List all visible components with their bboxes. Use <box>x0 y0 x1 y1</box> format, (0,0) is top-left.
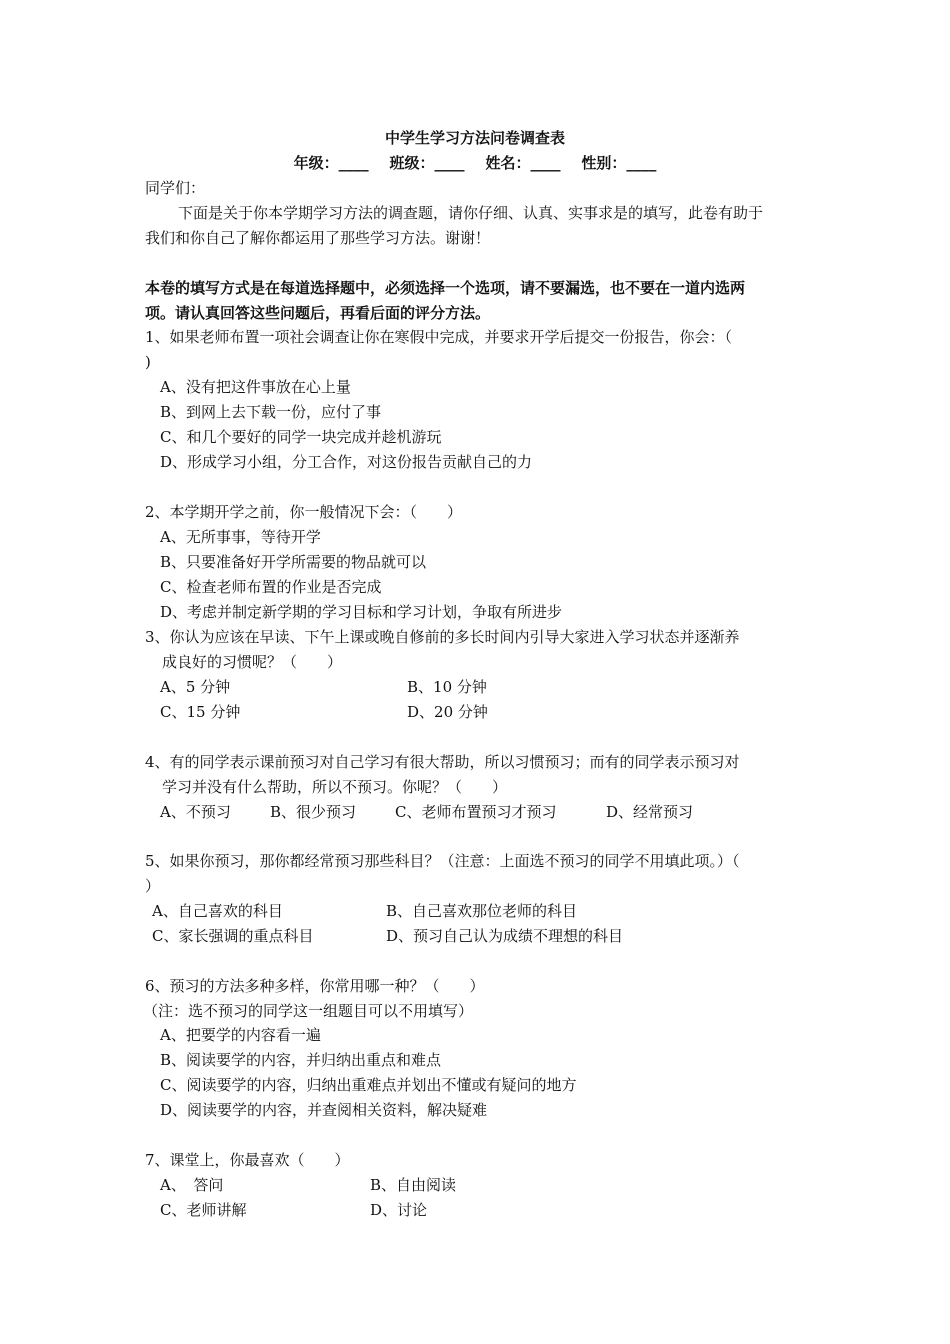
grade-field: 年级：____ <box>293 154 369 172</box>
question-3-option-c: C、15 分钟 <box>160 703 241 721</box>
question-5-option-d: D、预习自己认为成绩不理想的科目 <box>386 927 624 945</box>
question-1-text: 1、如果老师布置一项社会调查让你在寒假中完成，并要求开学后提交一份报告，你会：（ <box>145 328 733 346</box>
question-1-option-d: D、形成学习小组，分工合作，对这份报告贡献自己的力 <box>160 453 533 471</box>
question-5-option-a: A、自己喜欢的科目 <box>152 902 283 920</box>
question-2-option-b: B、只要准备好开学所需要的物品就可以 <box>160 553 427 571</box>
name-field: 姓名：____ <box>485 154 561 172</box>
question-6-option-c: C、阅读要学的内容，归纳出重难点并划出不懂或有疑问的地方 <box>160 1076 577 1094</box>
question-5-option-c: C、家长强调的重点科目 <box>152 927 314 945</box>
student-info-line <box>0 152 950 173</box>
question-6-text: 6、预习的方法多种多样，你常用哪一种？（ ） <box>145 977 485 995</box>
question-6-option-b: B、阅读要学的内容，并归纳出重点和难点 <box>160 1051 442 1069</box>
intro-line-1: 下面是关于你本学期学习方法的调查题，请你仔细、认真、实事求是的填写，此卷有助于 <box>178 204 764 222</box>
question-2-option-c: C、检查老师布置的作业是否完成 <box>160 578 382 596</box>
question-2-text: 2、本学期开学之前，你一般情况下会：（ ） <box>145 503 463 521</box>
question-4-option-c: C、老师布置预习才预习 <box>395 803 557 821</box>
question-4-option-a: A、不预习 <box>160 803 231 821</box>
question-1-option-b: B、到网上去下载一份，应付了事 <box>160 403 382 421</box>
greeting: 同学们： <box>145 179 206 197</box>
question-3-option-d: D、20 分钟 <box>407 703 488 721</box>
question-6-option-a: A、把要学的内容看一遍 <box>160 1026 321 1044</box>
question-3-text: 3、你认为应该在早读、下午上课或晚自修前的多长时间内引导大家进入学习状态并逐渐养 <box>145 628 740 646</box>
question-6-option-d: D、阅读要学的内容，并查阅相关资料，解决疑难 <box>160 1101 488 1119</box>
question-4-option-d: D、经常预习 <box>606 803 694 821</box>
gender-field: 性别：____ <box>581 154 657 172</box>
class-field: 班级：____ <box>389 154 465 172</box>
question-6-note: （注：选不预习的同学这一组题目可以不用填写） <box>143 1002 474 1020</box>
question-7-option-a: A、 答问 <box>160 1176 224 1194</box>
question-3-option-b: B、10 分钟 <box>407 678 487 696</box>
instructions-line-2: 项。请认真回答这些问题后，再看后面的评分方法。 <box>145 304 491 322</box>
question-4-text-cont: 学习并没有什么帮助，所以不预习。你呢？（ ） <box>162 778 508 796</box>
question-1-option-c: C、和几个要好的同学一块完成并趁机游玩 <box>160 428 442 446</box>
question-4-text: 4、有的同学表示课前预习对自己学习有很大帮助，所以习惯预习；而有的同学表示预习对 <box>145 753 740 771</box>
question-7-text: 7、课堂上，你最喜欢（ ） <box>145 1151 350 1169</box>
question-5-text-cont: ） <box>145 877 161 895</box>
question-3-text-cont: 成良好的习惯呢？（ ） <box>162 653 343 671</box>
question-5-text: 5、如果你预习，那你都经常预习那些科目？（注意：上面选不预习的同学不用填此项。）（ <box>145 852 740 870</box>
question-2-option-a: A、无所事事，等待开学 <box>160 528 321 546</box>
instructions-line-1: 本卷的填写方式是在每道选择题中，必须选择一个选项，请不要漏选，也不要在一道内选两 <box>145 279 746 297</box>
question-7-option-b: B、自由阅读 <box>370 1176 457 1194</box>
question-4-option-b: B、很少预习 <box>270 803 357 821</box>
question-1-option-a: A、没有把这件事放在心上量 <box>160 378 351 396</box>
page-title: 中学生学习方法问卷调查表 <box>384 129 565 147</box>
question-2-option-d: D、考虑并制定新学期的学习目标和学习计划，争取有所进步 <box>160 603 563 621</box>
question-3-option-a: A、5 分钟 <box>160 678 231 696</box>
question-7-option-c: C、老师讲解 <box>160 1201 247 1219</box>
question-1-text-cont: ) <box>145 353 151 371</box>
question-7-option-d: D、讨论 <box>370 1201 428 1219</box>
intro-line-2: 我们和你自己了解你都运用了那些学习方法。谢谢！ <box>145 229 491 247</box>
question-5-option-b: B、自己喜欢那位老师的科目 <box>386 902 578 920</box>
